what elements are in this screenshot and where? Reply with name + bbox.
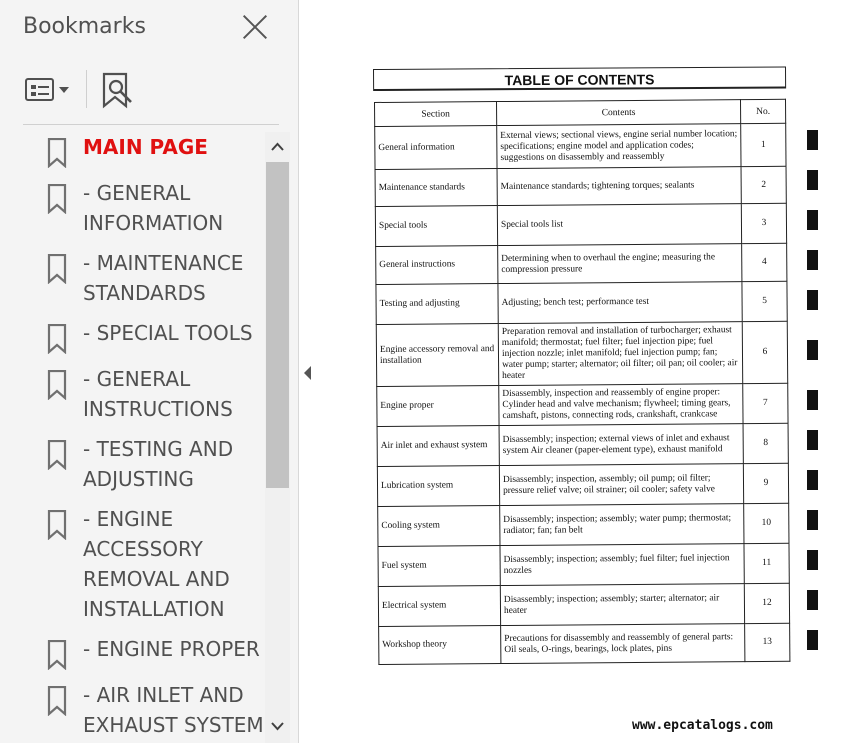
cell-no: 8 — [743, 423, 788, 463]
edge-tab — [807, 250, 818, 270]
bookmark-label: - ENGINE ACCESSORY REMOVAL AND INSTALLATION — [83, 507, 230, 621]
bookmark-icon — [47, 510, 67, 540]
table-row — [379, 623, 790, 664]
header-contents: Contents — [497, 100, 741, 126]
triangle-left-icon — [300, 362, 316, 384]
cell-contents: Disassembly; inspection, assembly; oil pump; oil filter; pressure relief valve; oil strainer; oil cooler; safety valve — [499, 464, 743, 506]
bookmark-icon — [47, 686, 67, 716]
cell-no: 3 — [741, 203, 786, 243]
table-row — [376, 281, 787, 324]
cell-section: Lubrication system — [377, 466, 499, 507]
cell-no: 11 — [744, 543, 789, 583]
toolbar-separator — [23, 124, 279, 125]
edge-tab — [807, 340, 818, 360]
document-title-box — [373, 66, 786, 93]
table-row — [378, 543, 789, 586]
cell-section: Air inlet and exhaust system — [377, 426, 499, 467]
header-section: Section — [375, 102, 497, 127]
bookmark-search-icon — [101, 72, 135, 110]
find-current-bookmark-button[interactable] — [101, 72, 135, 110]
bookmark-icon — [47, 254, 67, 284]
cell-section: Testing and adjusting — [376, 284, 498, 325]
document-title: TABLE OF CONTENTS — [373, 66, 786, 91]
page-edge-tabs — [807, 0, 823, 743]
cell-section: Workshop theory — [379, 626, 501, 665]
bookmark-main-page[interactable] — [0, 132, 265, 168]
bookmark-engine-proper[interactable] — [0, 634, 265, 670]
collapse-panel-button[interactable] — [300, 362, 316, 384]
edge-tab — [807, 550, 818, 570]
cell-no: 6 — [742, 321, 787, 383]
scroll-thumb[interactable] — [266, 162, 289, 488]
cell-contents: Disassembly, inspection and reassembly of engine proper: Cylinder head and valve mechanism; flywheel; timing gears, camshaft, pistons, connecting rods, crankshaft, crankcase — [499, 384, 743, 426]
bookmark-icon — [47, 324, 67, 354]
edge-tab — [807, 630, 818, 650]
bookmark-air-inlet-and-exhaust[interactable] — [0, 680, 265, 740]
edge-tab — [807, 130, 818, 150]
cell-contents: Disassembly; inspection; assembly; starter; alternator; air heater — [500, 584, 744, 626]
cell-no: 4 — [742, 243, 787, 281]
cell-contents: Maintenance standards; tightening torques; sealants — [497, 167, 741, 206]
cell-no: 2 — [741, 166, 786, 203]
table-row — [375, 203, 786, 246]
cell-no: 10 — [744, 503, 789, 543]
cell-no: 5 — [742, 281, 787, 321]
bookmark-label: - GENERAL INFORMATION — [83, 181, 224, 235]
table-row — [377, 423, 788, 466]
cell-no: 13 — [745, 623, 790, 661]
table-row — [375, 123, 786, 169]
cell-contents: Determining when to overhaul the engine; measuring the compression pressure — [498, 244, 742, 284]
chevron-down-icon — [265, 712, 290, 742]
cell-contents: Disassembly; inspection; external views of inlet and exhaust system Air cleaner (paper-element type), exhaust manifold — [499, 424, 743, 466]
close-panel-button[interactable] — [242, 14, 268, 40]
bookmark-general-instructions[interactable] — [0, 364, 265, 424]
cell-contents: Adjusting; bench test; performance test — [498, 282, 742, 324]
edge-tab — [807, 210, 818, 230]
cell-section: Engine accessory removal and installation — [376, 324, 498, 387]
bookmark-icon — [47, 370, 67, 400]
table-row — [376, 243, 787, 284]
bookmark-icon — [47, 184, 67, 214]
bookmark-options-button[interactable] — [25, 78, 71, 104]
bookmark-label: - ENGINE PROPER — [83, 637, 260, 661]
cell-contents: Special tools list — [497, 204, 741, 246]
bookmark-engine-accessory-removal[interactable] — [0, 504, 265, 624]
bookmark-label: - GENERAL INSTRUCTIONS — [83, 367, 233, 421]
cell-section: Special tools — [375, 206, 497, 247]
bookmark-special-tools[interactable] — [0, 318, 265, 354]
edge-tab — [807, 170, 818, 190]
bookmark-maintenance-standards[interactable] — [0, 248, 265, 308]
cell-contents: Preparation removal and installation of turbocharger; exhaust manifold; thermostat; fuel filter; fuel injection pipe; fuel injection nozzle; inlet manifold; fuel injection pump; fan; water pump; starter; alternator; oil filter; oil pan; oil cooler; air heater — [498, 322, 742, 386]
table-row — [378, 503, 789, 546]
cell-no: 7 — [743, 383, 788, 423]
cell-section: Engine proper — [377, 386, 499, 427]
edge-tab — [807, 430, 818, 450]
chevron-up-icon — [265, 132, 290, 162]
edge-tab — [807, 510, 818, 530]
panel-title: Bookmarks — [23, 14, 146, 39]
list-options-icon — [25, 78, 54, 101]
bookmark-list — [0, 132, 265, 743]
scroll-down-button[interactable] — [265, 712, 290, 742]
bookmark-label: - MAINTENANCE STANDARDS — [83, 251, 244, 305]
bookmark-icon — [47, 640, 67, 670]
bookmarks-panel — [0, 0, 299, 743]
table-row — [378, 583, 789, 626]
toc-table — [374, 99, 790, 665]
table-row — [377, 383, 788, 426]
cell-section: General instructions — [376, 246, 498, 285]
cell-section: Maintenance standards — [375, 169, 497, 207]
bookmark-label: MAIN PAGE — [83, 135, 208, 159]
bookmark-testing-and-adjusting[interactable] — [0, 434, 265, 494]
toc-header-row — [375, 99, 786, 126]
cell-section: Electrical system — [378, 586, 500, 627]
toolbar-divider — [86, 70, 87, 108]
cell-contents: Disassembly; inspection; assembly; fuel filter; fuel injection nozzles — [500, 544, 744, 586]
cell-contents: External views; sectional views, engine serial number location; specifications; engine model and application codes; suggestions on disassembly and reassembly — [497, 124, 741, 169]
cell-contents: Disassembly; inspection; assembly; water pump; thermostat; radiator; fan; fan belt — [500, 504, 744, 546]
bookmark-label: - SPECIAL TOOLS — [83, 321, 253, 345]
table-row — [377, 463, 788, 506]
header-no: No. — [740, 99, 785, 123]
cell-section: General information — [375, 126, 497, 170]
bookmark-general-information[interactable] — [0, 178, 265, 238]
edge-tab — [807, 290, 818, 310]
edge-tab — [807, 390, 818, 410]
cell-contents: Precautions for disassembly and reassembly of general parts: Oil seals, O-rings, bearings, lock plates, pins — [501, 624, 745, 664]
toc-table-wrapper — [374, 99, 790, 665]
cell-no: 1 — [741, 123, 786, 166]
edge-tab — [807, 470, 818, 490]
bookmark-label: - TESTING AND ADJUSTING — [83, 437, 234, 491]
bookmark-scrollbar[interactable] — [265, 132, 290, 743]
cell-section: Cooling system — [378, 506, 500, 547]
chevron-down-icon — [59, 87, 69, 93]
cell-no: 9 — [743, 463, 788, 503]
bookmark-icon — [47, 440, 67, 470]
cell-section: Fuel system — [378, 546, 500, 587]
footer-url: www.epcatalogs.com — [632, 718, 773, 733]
scroll-up-button[interactable] — [265, 132, 290, 162]
table-row — [376, 321, 787, 386]
cell-no: 12 — [744, 583, 789, 623]
table-row — [375, 166, 786, 206]
bookmark-label: - AIR INLET AND EXHAUST SYSTEM — [83, 683, 264, 737]
edge-tab — [807, 590, 818, 610]
bookmark-icon — [47, 138, 67, 168]
